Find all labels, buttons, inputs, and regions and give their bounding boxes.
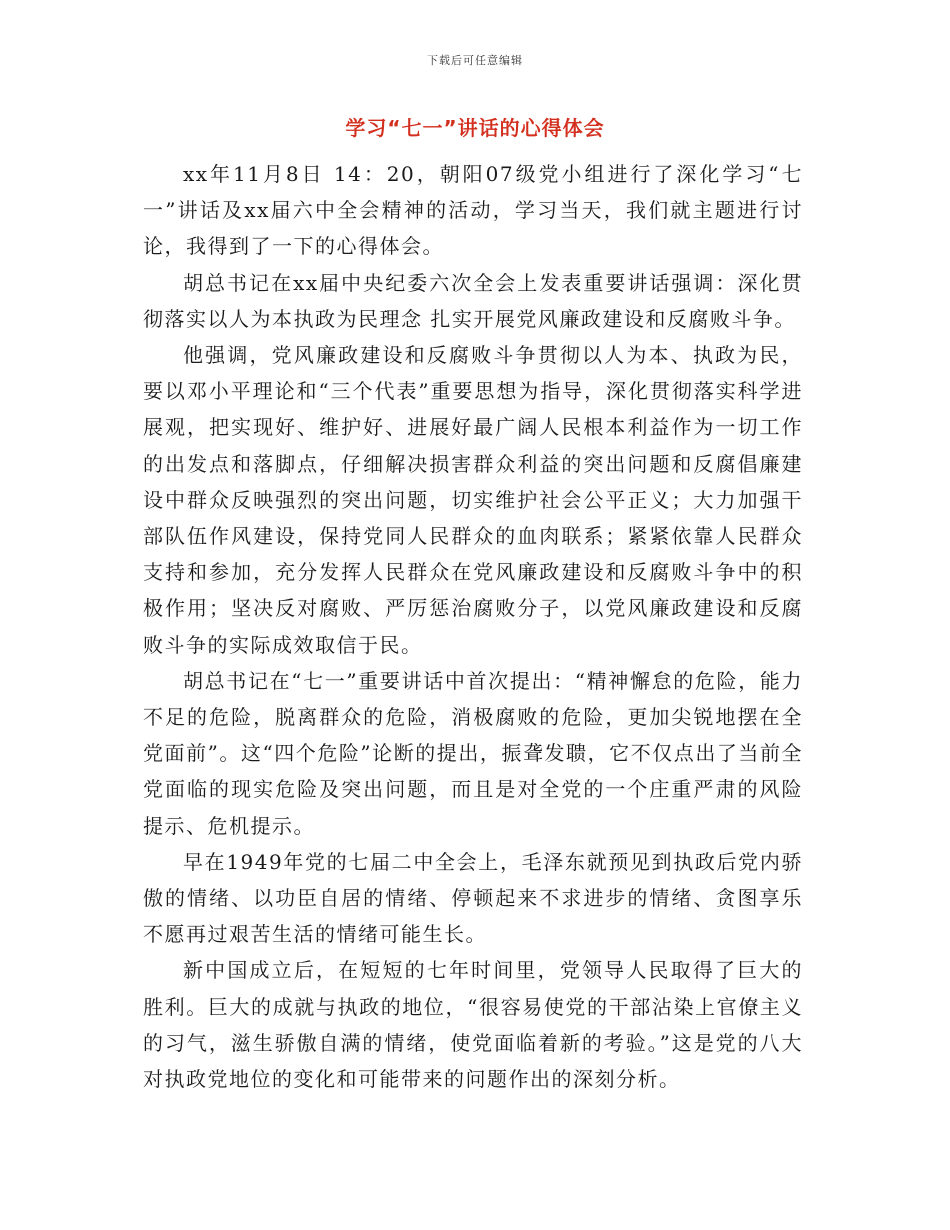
paragraph: 早在1949年党的七届二中全会上，毛泽东就预见到执政后党内骄傲的情绪、以功臣自居的情绪、停顿起来不求进步的情绪、贪图享乐不愿再过艰苦生活的情绪可能生长。: [143, 849, 803, 947]
document-body: [143, 156, 803, 1097]
page-header-note: 下载后可任意编辑: [427, 54, 523, 67]
paragraph: 新中国成立后，在短短的七年时间里，党领导人民取得了巨大的胜利。巨大的成就与执政的地位，“很容易使党的干部沾染上官僚主义的习气，滋生骄傲自满的情绪，使党面临着新的考验。”这是党的八大对执政党地位的变化和可能带来的问题作出的深刻分析。: [143, 958, 803, 1092]
paragraph: 胡总书记在“七一”重要讲话中首次提出：“精神懈怠的危险，能力不足的危险，脱离群众的危险，消极腐败的危险，更加尖锐地摆在全党面前”。这“四个危险”论断的提出，振聋发聩，它不仅点出了当前全党面临的现实危险及突出问题，而且是对全党的一个庄重严肃的风险提示、危机提示。: [143, 668, 803, 838]
paragraph: 他强调，党风廉政建设和反腐败斗争贯彻以人为本、执政为民，要以邓小平理论和“三个代表”重要思想为指导，深化贯彻落实科学进展观，把实现好、维护好、进展好最广阔人民根本利益作为一切工作的出发点和落脚点，仔细解决损害群众利益的突出问题和反腐倡廉建设中群众反映强烈的突出问题，切实维护社会公平正义；大力加强干部队伍作风建设，保持党同人民群众的血肉联系；紧紧依靠人民群众支持和参加，充分发挥人民群众在党风廉政建设和反腐败斗争中的积极作用；坚决反对腐败、严厉惩治腐败分子，以党风廉政建设和反腐败斗争的实际成效取信于民。: [143, 343, 803, 657]
paragraph: xx年11月8日 14：20，朝阳07级党小组进行了深化学习“七一”讲话及xx届六中全会精神的活动，学习当天，我们就主题进行讨论，我得到了一下的心得体会。: [143, 162, 803, 259]
paragraph: 胡总书记在xx届中央纪委六次全会上发表重要讲话强调：深化贯彻落实以人为本执政为民理念 扎实开展党风廉政建设和反腐败斗争。: [143, 270, 803, 331]
document-title: 学习“七一”讲话的心得体会: [345, 116, 605, 140]
